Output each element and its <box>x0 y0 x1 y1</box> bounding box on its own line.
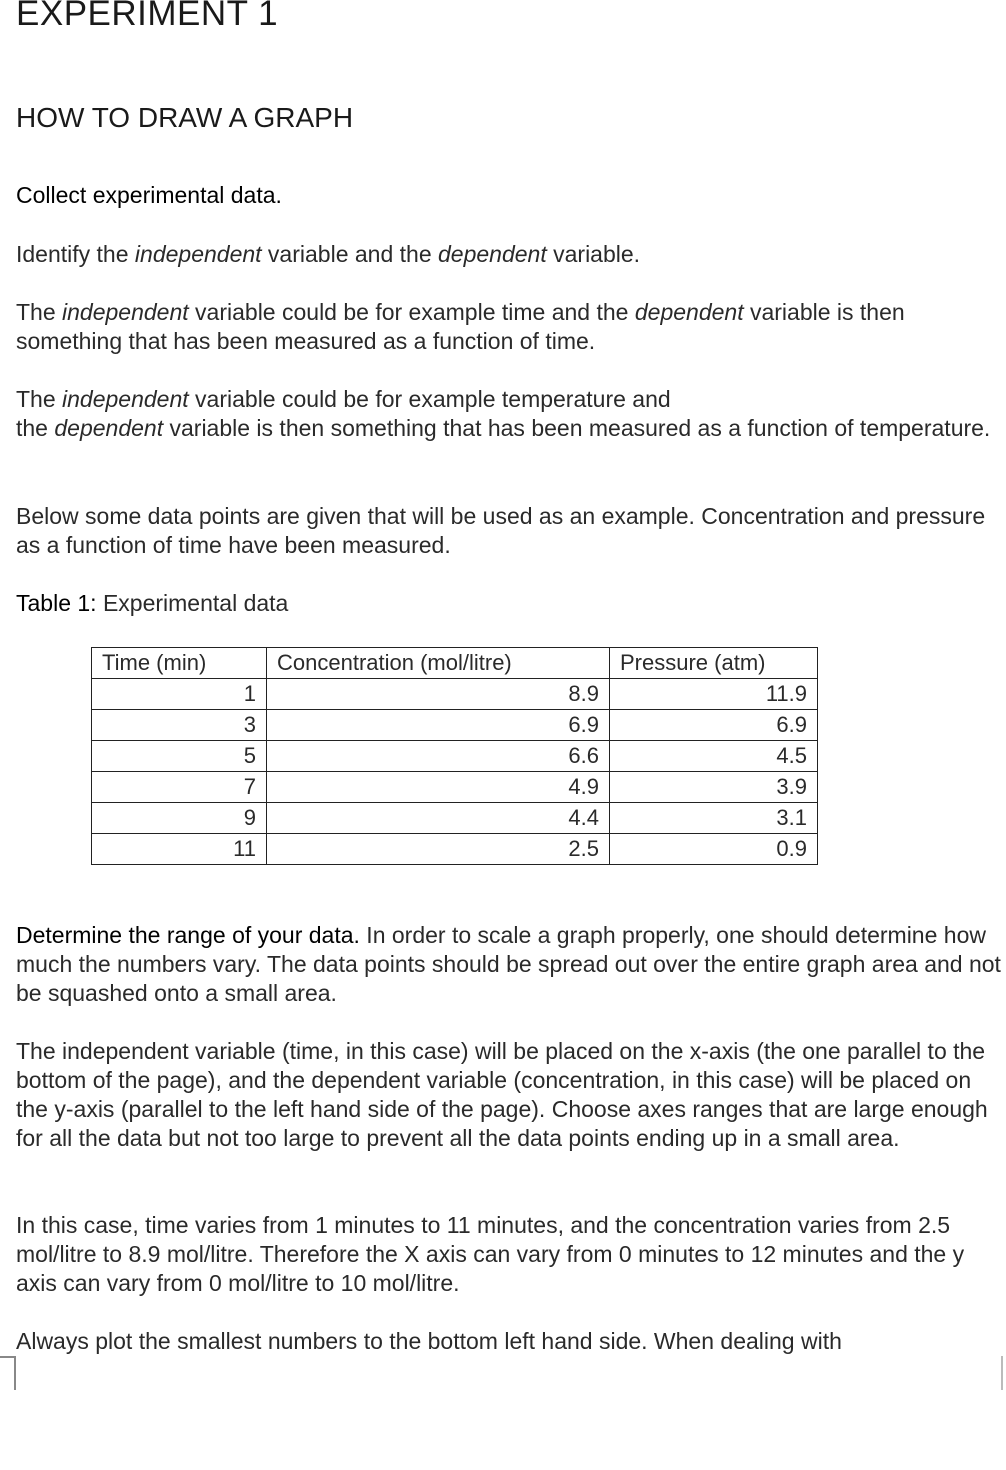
experimental-data-table <box>91 647 818 865</box>
paragraph-identify-variables: Identify the independent variable and the dependent variable. <box>16 241 641 267</box>
table-row <box>92 741 818 772</box>
cell-pressure: 6.9 <box>610 710 818 741</box>
paragraph-time-example: The independent variable could be for example time and the dependent variable is then something that has been measured as a function of time. <box>16 299 905 354</box>
table-caption: Table 1: Experimental data <box>16 590 289 616</box>
cell-pressure: 4.5 <box>610 741 818 772</box>
paragraph-axes-ranges: In this case, time varies from 1 minutes to 11 minutes, and the concentration varies from 2.5 mol/litre to 8.9 mol/litre. Therefore the X axis can vary from 0 minutes to 12 minutes and the y axis can vary from 0 mol/litre to 10 mol/litre. <box>16 1212 965 1296</box>
header-concentration: Concentration (mol/litre) <box>267 648 610 679</box>
table-row <box>92 803 818 834</box>
table-row <box>92 710 818 741</box>
cell-concentration: 4.4 <box>267 803 610 834</box>
header-pressure: Pressure (atm) <box>610 648 818 679</box>
table-row <box>92 834 818 865</box>
section-heading: HOW TO DRAW A GRAPH <box>16 102 354 133</box>
cell-time: 9 <box>92 803 267 834</box>
table-row <box>92 772 818 803</box>
cell-concentration: 8.9 <box>267 679 610 710</box>
paragraph-data-intro: Below some data points are given that will be used as an example. Concentration and pressure as a function of time have been measured. <box>16 503 986 558</box>
paragraph-plot-smallest: Always plot the smallest numbers to the bottom left hand side. When dealing with <box>16 1328 842 1354</box>
cell-time: 5 <box>92 741 267 772</box>
page-margin-marker-right <box>1001 1356 1003 1390</box>
paragraph-temperature-example: The independent variable could be for example temperature and the dependent variable is then something that has been measured as a function of temperature. <box>16 386 991 441</box>
cell-time: 3 <box>92 710 267 741</box>
cell-concentration: 6.9 <box>267 710 610 741</box>
cell-pressure: 3.9 <box>610 772 818 803</box>
cell-concentration: 6.6 <box>267 741 610 772</box>
step-collect-data: Collect experimental data. <box>16 182 282 208</box>
cell-pressure: 3.1 <box>610 803 818 834</box>
cell-time: 11 <box>92 834 267 865</box>
page-title: EXPERIMENT 1 <box>16 0 279 33</box>
paragraph-determine-range: Determine the range of your data. In order to scale a graph properly, one should determine how much the numbers vary. The data points should be spread out over the entire graph area and not be squashed onto a small area. <box>16 922 1001 1006</box>
cell-concentration: 4.9 <box>267 772 610 803</box>
cell-pressure: 0.9 <box>610 834 818 865</box>
header-time: Time (min) <box>92 648 267 679</box>
cell-time: 7 <box>92 772 267 803</box>
page-margin-marker-left-vertical <box>14 1356 16 1390</box>
table-header-row <box>92 648 818 679</box>
table-row <box>92 679 818 710</box>
paragraph-axes-placement: The independent variable (time, in this case) will be placed on the x-axis (the one parallel to the bottom of the page), and the dependent variable (concentration, in this case) will be placed on the y-axis (parallel to the left hand side of the page). Choose axes ranges that are large enough for all the data but not too large to prevent all the data points ending up in a small area. <box>16 1038 988 1151</box>
cell-pressure: 11.9 <box>610 679 818 710</box>
cell-time: 1 <box>92 679 267 710</box>
cell-concentration: 2.5 <box>267 834 610 865</box>
